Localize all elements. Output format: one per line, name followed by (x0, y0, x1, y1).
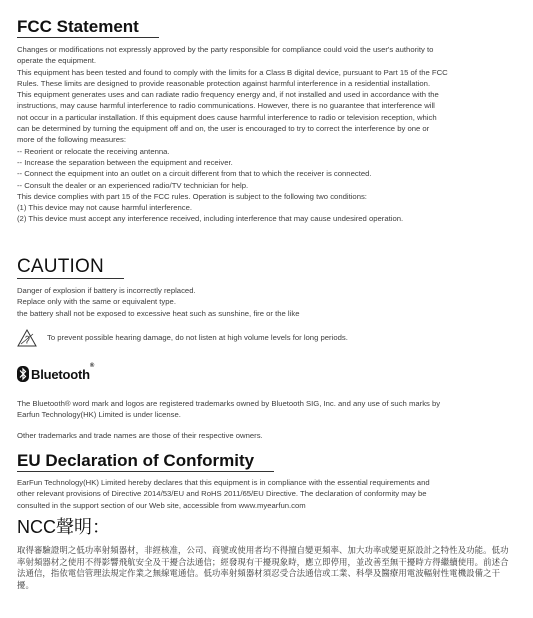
fcc-line: -- Reorient or relocate the receiving antenna. (17, 146, 170, 156)
bluetooth-logo (17, 362, 517, 382)
caution-title: CAUTION (17, 256, 104, 277)
bluetooth-line: Earfun Technology(HK) Limited is under license. (17, 410, 181, 420)
fcc-line: Rules. These limits are designed to provide reasonable protection against harmful interference in a residential installation. (17, 78, 431, 88)
caution-line: Replace only with the same or equivalent type. (17, 297, 176, 307)
ncc-title: NCC聲明： (17, 517, 110, 537)
registered-mark: ® (89, 362, 95, 369)
caution-section (17, 257, 517, 347)
caution-line: the battery shall not be exposed to excessive heat such as sunshine, fire or the like (17, 308, 300, 318)
fcc-line: not occur in a particular installation. If this equipment does cause harmful interference to radio or television reception, which (17, 112, 437, 122)
fcc-line: more of the following measures: (17, 135, 126, 145)
fcc-line: This equipment has been tested and found to comply with the limits for a Class B digital device, pursuant to Part 15 of the FCC (17, 67, 448, 77)
fcc-line: instructions, may cause harmful interference to radio communications. However, there is no guarantee that interference will (17, 101, 435, 111)
eu-section (17, 452, 517, 511)
ncc-section (17, 518, 514, 591)
fcc-line: can be determined by turning the equipment off and on, the user is encouraged to try to correct the interference by one or (17, 124, 430, 134)
fcc-line: Changes or modifications not expressly approved by the party responsible for compliance could void the user's authority to (17, 45, 434, 54)
fcc-section (17, 18, 517, 225)
caution-body (17, 285, 517, 319)
fcc-line: -- Connect the equipment into an outlet on a circuit different from that to which the receiver is connected. (17, 169, 372, 179)
fcc-line: -- Increase the separation between the equipment and receiver. (17, 157, 233, 167)
fcc-line: -- Consult the dealer or an experienced radio/TV technician for help. (17, 180, 249, 190)
bluetooth-other: Other trademarks and trade names are those of their respective owners. (17, 430, 263, 440)
bluetooth-word: Bluetooth (31, 366, 90, 382)
fcc-line: This equipment generates uses and can radiate radio frequency energy and, if not installed and used in accordance with the (17, 90, 439, 100)
eu-line: EarFun Technology(HK) Limited hereby declares that this equipment is in compliance with the essential requirements and (17, 478, 430, 487)
fcc-title: FCC Statement (17, 17, 139, 36)
ncc-body: 取得審驗證明之低功率射頻器材，非經核准，公司、商號或使用者均不得擅自變更頻率、加大功率或變更原設計之特性及功能。低功率射頻器材之使用不得影響飛航安全及干擾合法通信；經發現有干擾現象時，應立即停用，並改善至無干擾時方得繼續使用。前述合法通信，指依電信管理法規定作業之無線電通信。低功率射頻器材須忍受合法通信或工業、科學及醫療用電波輻射性電機設備之干擾。 (17, 545, 509, 590)
fcc-line: (2) This device must accept any interference received, including interference that may cause undesired operation. (17, 214, 404, 224)
bluetooth-rune-icon (17, 366, 29, 382)
fcc-line: (1) This device may not cause harmful interference. (17, 203, 193, 213)
hearing-warning-text: To prevent possible hearing damage, do not listen at high volume levels for long periods. (47, 333, 348, 343)
eu-line: other relevant provisions of Directive 2014/53/EU and RoHS 2011/65/EU Directive. The declaration of conformity may be (17, 489, 427, 499)
hearing-warning-icon (17, 329, 37, 347)
caution-line: Danger of explosion if battery is incorrectly replaced. (17, 286, 196, 295)
bluetooth-body (17, 398, 517, 441)
bluetooth-wordmark (31, 362, 95, 382)
bluetooth-line: The Bluetooth® word mark and logos are registered trademarks owned by Bluetooth SIG, Inc. and any use of such marks by (17, 399, 441, 408)
bluetooth-section (17, 362, 517, 441)
fcc-body (17, 44, 517, 225)
eu-title: EU Declaration of Conformity (17, 451, 255, 470)
eu-body (17, 477, 517, 511)
fcc-line: operate the equipment. (17, 56, 97, 66)
fcc-line: This device complies with part 15 of the FCC rules. Operation is subject to the following two conditions: (17, 191, 367, 201)
hearing-warning (17, 329, 517, 347)
eu-line: consulted in the support section of our Web site, accessible from www.myearfun.com (17, 500, 306, 510)
